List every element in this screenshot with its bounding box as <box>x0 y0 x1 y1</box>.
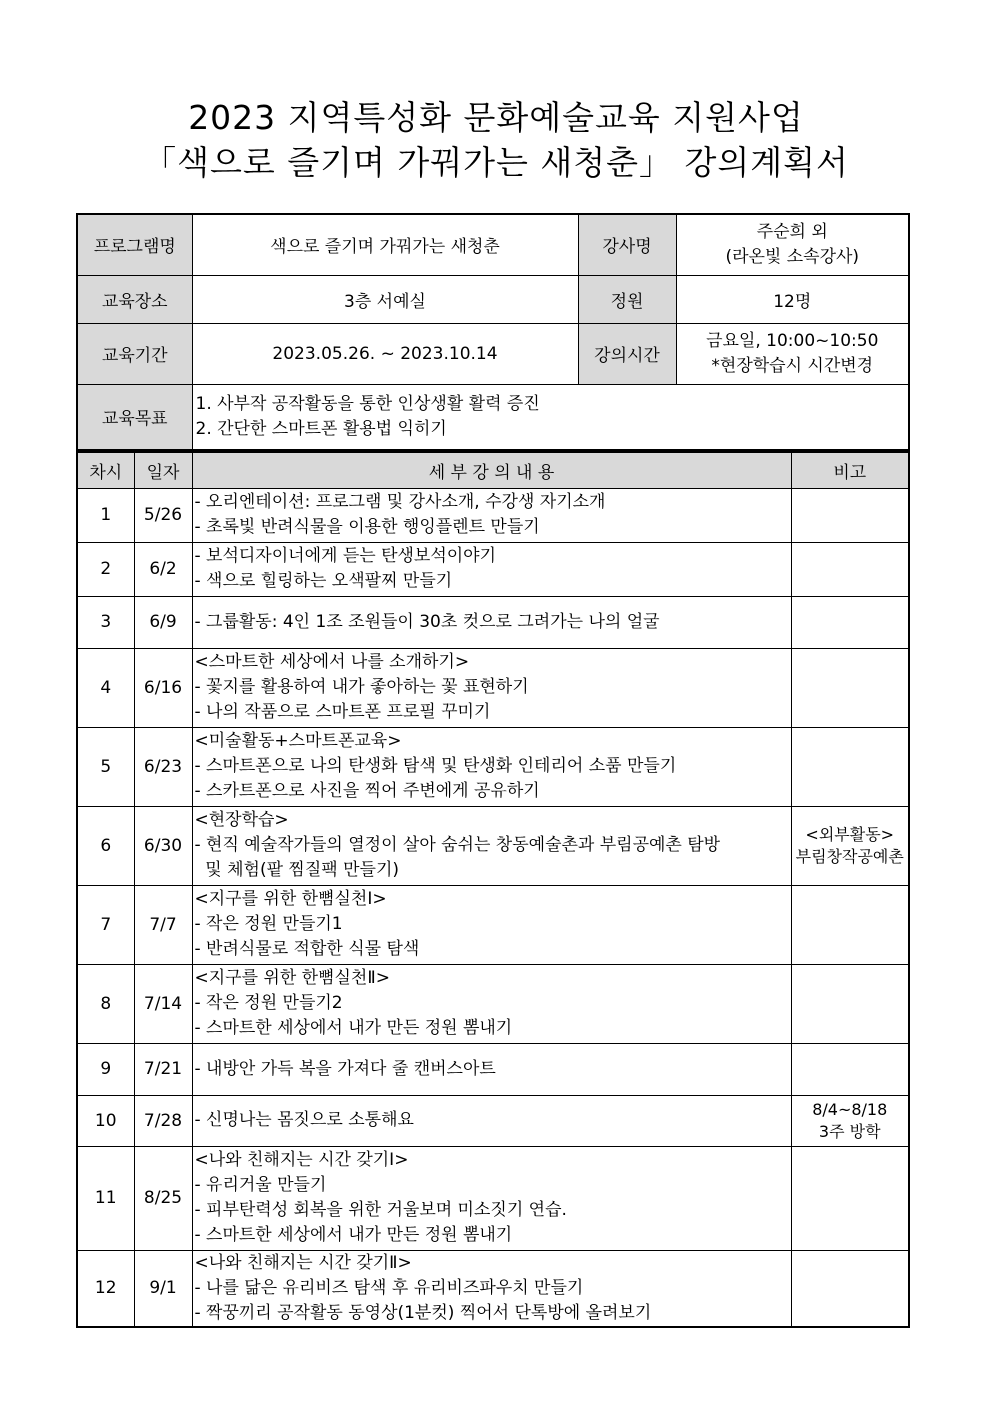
session-date: 9/1 <box>134 1250 192 1327</box>
session-date: 6/23 <box>134 727 192 806</box>
session-number: 12 <box>77 1250 134 1327</box>
session-note <box>791 964 909 1043</box>
class-time-note: *현장학습시 시간변경 <box>711 355 874 376</box>
content-line: - 오리엔테이션: 프로그램 및 강사소개, 수강생 자기소개 <box>194 492 606 512</box>
instructor-name: 주순희 외 <box>756 221 828 242</box>
document-title-line-1: 2023 지역특성화 문화예술교육 지원사업 <box>188 98 804 137</box>
program-name-label: 프로그램명 <box>77 214 192 275</box>
goal-item-2: 2. 간단한 스마트폰 활용법 익히기 <box>195 418 447 439</box>
content-line: - 초록빛 반려식물을 이용한 행잉플렌트 만들기 <box>194 517 540 537</box>
period-value: 2023.05.26. ~ 2023.10.14 <box>192 323 578 384</box>
session-date: 8/25 <box>134 1146 192 1250</box>
session-number: 8 <box>77 964 134 1043</box>
schedule-row <box>77 1095 909 1146</box>
note-line: 8/4~8/18 <box>812 1099 888 1119</box>
session-number: 4 <box>77 648 134 727</box>
session-date: 6/9 <box>134 596 192 648</box>
content-line: - 스마트폰으로 나의 탄생화 탐색 및 탄생화 인테리어 소품 만들기 <box>194 756 677 776</box>
class-time-value <box>676 323 909 384</box>
session-number: 10 <box>77 1095 134 1146</box>
session-note <box>791 806 909 885</box>
schedule-row <box>77 596 909 648</box>
program-info-table <box>76 213 910 451</box>
session-note <box>791 1146 909 1250</box>
note-line: <외부활동> <box>805 824 895 844</box>
session-note <box>791 488 909 542</box>
content-line: - 스카트폰으로 사진을 찍어 주변에게 공유하기 <box>194 781 540 801</box>
session-content <box>192 488 791 542</box>
schedule-table <box>76 451 910 1328</box>
instructor-value <box>676 214 909 275</box>
content-line: <지구를 위한 한뼘실천Ⅱ> <box>194 968 390 988</box>
session-content <box>192 964 791 1043</box>
goal-item-1: 1. 사부작 공작활동을 통한 인상생활 활력 증진 <box>195 393 540 414</box>
session-date: 6/16 <box>134 648 192 727</box>
content-line: - 신명나는 몸짓으로 소통해요 <box>194 1110 414 1130</box>
session-content <box>192 1043 791 1095</box>
content-line: - 내방안 가득 복을 가져다 줄 캔버스아트 <box>194 1058 496 1079</box>
goal-label: 교육목표 <box>77 384 192 450</box>
class-time-schedule: 금요일, 10:00~10:50 <box>706 330 879 351</box>
session-note <box>791 727 909 806</box>
schedule-row <box>77 648 909 727</box>
schedule-row <box>77 806 909 885</box>
document-title-line-2: 「색으로 즐기며 가꿔가는 새청춘」 강의계획서 <box>143 143 849 182</box>
period-label: 교육기간 <box>77 323 192 384</box>
content-line: <나와 친해지는 시간 갖기Ⅱ> <box>194 1252 412 1273</box>
content-line: - 그룹활동: 4인 1조 조원들이 30초 컷으로 그려가는 나의 얼굴 <box>194 611 660 632</box>
content-line: <지구를 위한 한뼘실천Ⅰ> <box>194 889 387 909</box>
session-number: 5 <box>77 727 134 806</box>
session-header: 차시 <box>77 452 134 488</box>
session-note <box>791 885 909 964</box>
session-date: 7/14 <box>134 964 192 1043</box>
schedule-row <box>77 1043 909 1095</box>
content-line: <나와 친해지는 시간 갖기Ⅰ> <box>194 1150 409 1170</box>
schedule-rows <box>77 488 909 1327</box>
content-line: - 나의 작품으로 스마트폰 프로필 꾸미기 <box>194 702 491 722</box>
schedule-row <box>77 542 909 596</box>
content-line: - 짝꿍끼리 공작활동 동영상(1분컷) 찍어서 단톡방에 올려보기 <box>194 1302 652 1323</box>
content-header: 세 부 강 의 내 용 <box>192 452 791 488</box>
venue-label: 교육장소 <box>77 275 192 323</box>
session-number: 3 <box>77 596 134 648</box>
session-content <box>192 542 791 596</box>
content-line: - 나를 닮은 유리비즈 탐색 후 유리비즈파우치 만들기 <box>194 1277 584 1298</box>
session-number: 7 <box>77 885 134 964</box>
instructor-affiliation: (라온빛 소속강사) <box>725 246 860 267</box>
schedule-row <box>77 1146 909 1250</box>
session-number: 9 <box>77 1043 134 1095</box>
content-line: - 스마트한 세상에서 내가 만든 정원 뽐내기 <box>194 1018 513 1038</box>
session-content <box>192 727 791 806</box>
content-line: - 꽃지를 활용하여 내가 좋아하는 꽃 표현하기 <box>194 677 529 697</box>
content-line: - 작은 정원 만들기2 <box>194 993 343 1013</box>
session-date: 6/2 <box>134 542 192 596</box>
session-content <box>192 885 791 964</box>
session-date: 6/30 <box>134 806 192 885</box>
class-time-label: 강의시간 <box>578 323 676 384</box>
schedule-row <box>77 727 909 806</box>
content-line: - 작은 정원 만들기1 <box>194 914 343 934</box>
session-note <box>791 1043 909 1095</box>
note-header: 비고 <box>791 452 909 488</box>
session-content <box>192 1095 791 1146</box>
session-content <box>192 648 791 727</box>
session-note <box>791 542 909 596</box>
note-line: 3주 방학 <box>818 1121 881 1141</box>
session-number: 11 <box>77 1146 134 1250</box>
schedule-row <box>77 1250 909 1327</box>
content-line: - 색으로 힐링하는 오색팔찌 만들기 <box>194 571 453 591</box>
content-line: <미술활동+스마트폰교육> <box>194 731 402 751</box>
content-line: <현장학습> <box>194 810 289 830</box>
venue-value: 3층 서예실 <box>192 275 578 323</box>
session-content <box>192 596 791 648</box>
session-date: 7/21 <box>134 1043 192 1095</box>
session-date: 7/7 <box>134 885 192 964</box>
schedule-row <box>77 964 909 1043</box>
session-content <box>192 806 791 885</box>
session-note <box>791 1095 909 1146</box>
content-line: <스마트한 세상에서 나를 소개하기> <box>194 652 470 672</box>
content-line: - 피부탄력성 회복을 위한 거울보며 미소짓기 연습. <box>194 1200 567 1220</box>
content-line: - 현직 예술작가들의 열정이 살아 숨쉬는 창동예술촌과 부림공예촌 탐방 <box>194 835 721 855</box>
capacity-label: 정원 <box>578 275 676 323</box>
session-number: 6 <box>77 806 134 885</box>
session-note <box>791 648 909 727</box>
note-line: 부림창작공예촌 <box>795 846 904 866</box>
instructor-label: 강사명 <box>578 214 676 275</box>
session-content <box>192 1146 791 1250</box>
session-date: 7/28 <box>134 1095 192 1146</box>
session-note <box>791 1250 909 1327</box>
schedule-row <box>77 885 909 964</box>
session-date: 5/26 <box>134 488 192 542</box>
goal-value <box>192 384 909 450</box>
schedule-row <box>77 488 909 542</box>
content-line: - 반려식물로 적합한 식물 탐색 <box>194 939 420 959</box>
session-note <box>791 596 909 648</box>
capacity-value: 12명 <box>676 275 909 323</box>
session-number: 2 <box>77 542 134 596</box>
content-line: 및 체험(팥 찜질팩 만들기) <box>194 860 400 880</box>
date-header: 일자 <box>134 452 192 488</box>
content-line: - 보석디자이너에게 듣는 탄생보석이야기 <box>194 546 497 566</box>
content-line: - 스마트한 세상에서 내가 만든 정원 뽐내기 <box>194 1225 513 1245</box>
program-name-value: 색으로 즐기며 가꿔가는 새청춘 <box>192 214 578 275</box>
content-line: - 유리거울 만들기 <box>194 1175 327 1195</box>
session-content <box>192 1250 791 1327</box>
session-number: 1 <box>77 488 134 542</box>
